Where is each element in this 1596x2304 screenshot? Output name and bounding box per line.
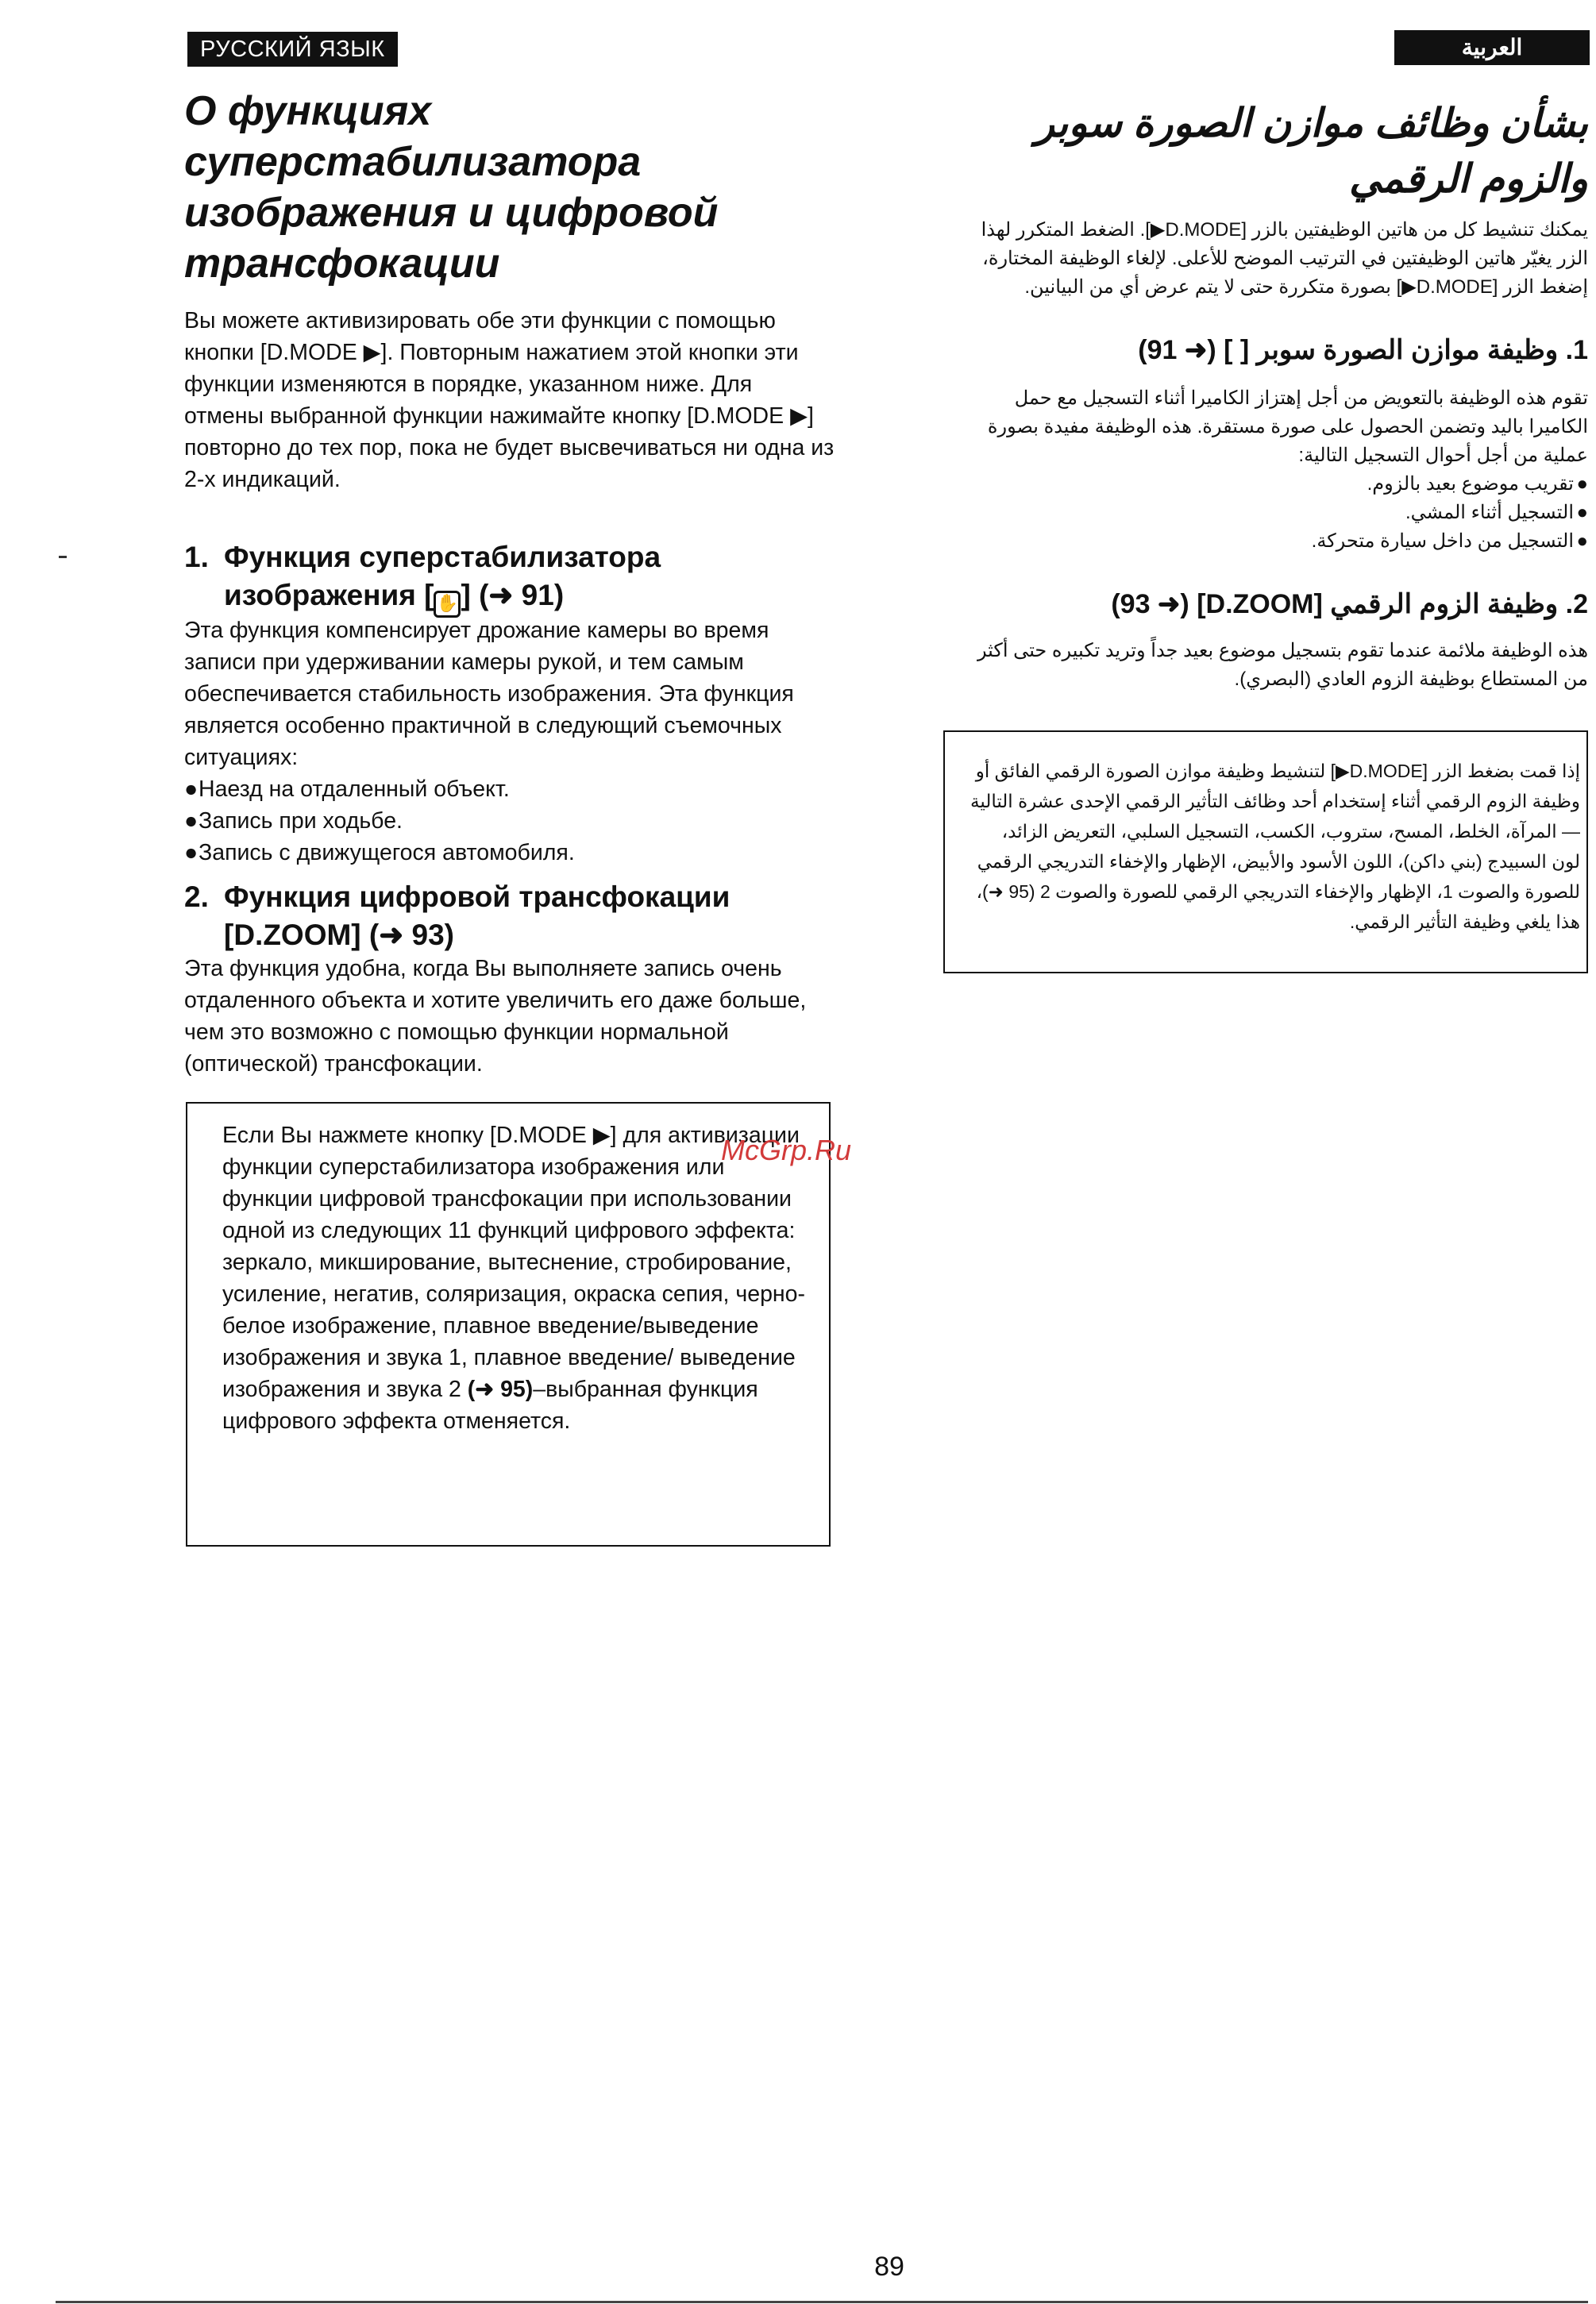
list-item: ●تقريب موضوع بعيد بالزوم.: [1367, 473, 1588, 495]
note-body: Если Вы нажмете кнопку [D.MODE ▶] для активизации функции суперстабилизатора изображения или функции цифровой трансфокации при использовании одной из следующих 11 функций цифрового эффекта: зеркало, микширование, вытеснение, стробирование, усиление, негатив, соляризация, окраска сепия, черно-белое изображение, плавное введение/выведение изображения и звука 1, плавное введение/ выведение изображения и звука 2: [222, 1123, 806, 1402]
note-text-russian: [222, 1119, 810, 1437]
note-text-arabic: إذا قمت بضغط الزر [D.MODE▶] لتنشيط وظيفة موازن الصورة الرقمي الفائق أو وظيفة الزوم الرقمي أثناء إستخدام أحد وظائف التأثير الرقمي الإحدى عشرة التالية — المرآة، الخلط، المسح، ستروب، الكسب، التسجيل السلبي، التعريض الزائد، لون السبيدج (بني داكن)، اللون الأسود والأبيض، الإظهار والإخفاء التدريجي الرقمي للصورة والصوت 1، الإظهار والإخفاء التدريجي الرقمي للصورة والصوت 2 (95 ➜)، هذا يلغي وظيفة التأثير الرقمي.: [970, 761, 1580, 932]
section-title-line1: Функция цифровой трансфокации: [224, 880, 731, 913]
note-tail: –выбранная функция цифрового эффекта отменяется.: [222, 1377, 758, 1434]
intro-paragraph-russian: [184, 305, 835, 495]
section-title-line1: Функция суперстабилизатора: [224, 541, 661, 573]
section1-text: تقوم هذه الوظيفة بالتعويض من أجل إهتزاز الكاميرا أثناء التسجيل مع حمل الكاميرا باليد وتضمن الحصول على صورة مستقرة. هذه الوظيفة مفيدة بصورة عملية من أجل أحوال التسجيل التالية:: [987, 387, 1588, 466]
list-item: ●Запись при ходьбе.: [184, 808, 403, 834]
image-stabilizer-icon: ✋: [434, 591, 461, 618]
page-title-russian: О функциях суперстабилизатора изображения и цифровой трансфокации: [184, 88, 719, 287]
section2-text: هذه الوظيفة ملائمة عندما تقوم بتسجيل موضوع بعيد جداً وتريد تكبيره حتى أكثر من المستطاع بوظيفة الزوم العادي (البصري).: [977, 640, 1588, 690]
section-number: 1.: [184, 541, 209, 573]
intro-text: Вы можете активизировать обе эти функции с помощью кнопки [D.MODE ▶]. Повторным нажатием этой кнопки эти функции изменяются в порядке, указанном ниже. Для отмены выбранной функции нажимайте кнопку [D.MODE ▶] повторно до тех пор, пока не будет высвечиваться ни одна из 2-х индикаций.: [184, 308, 835, 492]
margin-mark: [59, 556, 67, 558]
section1-body-russian: [184, 615, 835, 869]
list-item: ●التسجيل أثناء المشي.: [1405, 502, 1588, 523]
section1-body-arabic: [969, 384, 1588, 556]
section-title-line2-pre: изображения [: [224, 579, 434, 611]
section2-body-arabic: [969, 637, 1588, 694]
section2-text: Эта функция удобна, когда Вы выполняете запись очень отдаленного объекта и хотите увеличить его даже больше, чем это возможно с помощью функции нормальной (оптической) трансфокации.: [184, 956, 807, 1077]
section2-heading-arabic: 2. وظيفة الزوم الرقمي [D.ZOOM] (➜ 93): [1111, 589, 1588, 619]
section1-heading-arabic: 1. وظيفة موازن الصورة سوبر [ ] (➜ 91): [1138, 335, 1588, 365]
list-item: ●Запись с движущегося автомобиля.: [184, 840, 575, 865]
list-item: ●Наезд на отдаленный объект.: [184, 776, 510, 802]
list-item: ●التسجيل من داخل سيارة متحركة.: [1311, 530, 1588, 552]
language-tag-russian: РУССКИЙ ЯЗЫК: [187, 32, 398, 67]
intro-paragraph-arabic: [969, 216, 1588, 302]
intro-text: يمكنك تنشيط كل من هاتين الوظيفتين بالزر [D.MODE▶]. الضغط المتكرر لهذا الزر يغيّر هاتين الوظيفتين في الترتيب الموضح للأعلى. لإلغاء الوظيفة المختارة، إضغط الزر [D.MODE▶] بصورة متكررة حتى لا يتم عرض أي من البيانين.: [981, 219, 1588, 298]
section-number: 2.: [184, 880, 209, 913]
bottom-rule: [56, 2301, 1588, 2303]
section-title-line2-post: ] (➜ 91): [461, 579, 565, 611]
page-title-arabic: بشأن وظائف موازن الصورة سوبر والزوم الرقمي: [1035, 101, 1588, 201]
section-title-line2: [D.ZOOM] (➜ 93): [224, 919, 454, 951]
section1-text: Эта функция компенсирует дрожание камеры во время записи при удерживании камеры рукой, и тем самым обеспечивается стабильность изображения. Эта функция является особенно практичной в следующий съемочных ситуациях:: [184, 618, 794, 770]
note-reference: (➜ 95): [467, 1377, 534, 1402]
watermark: McGrp.Ru: [721, 1134, 852, 1166]
section2-heading-russian: [184, 878, 835, 954]
section1-heading-russian: [184, 538, 835, 618]
section2-body-russian: [184, 953, 835, 1080]
page-number: 89: [874, 2252, 904, 2282]
language-tag-arabic: العربية: [1394, 30, 1590, 65]
